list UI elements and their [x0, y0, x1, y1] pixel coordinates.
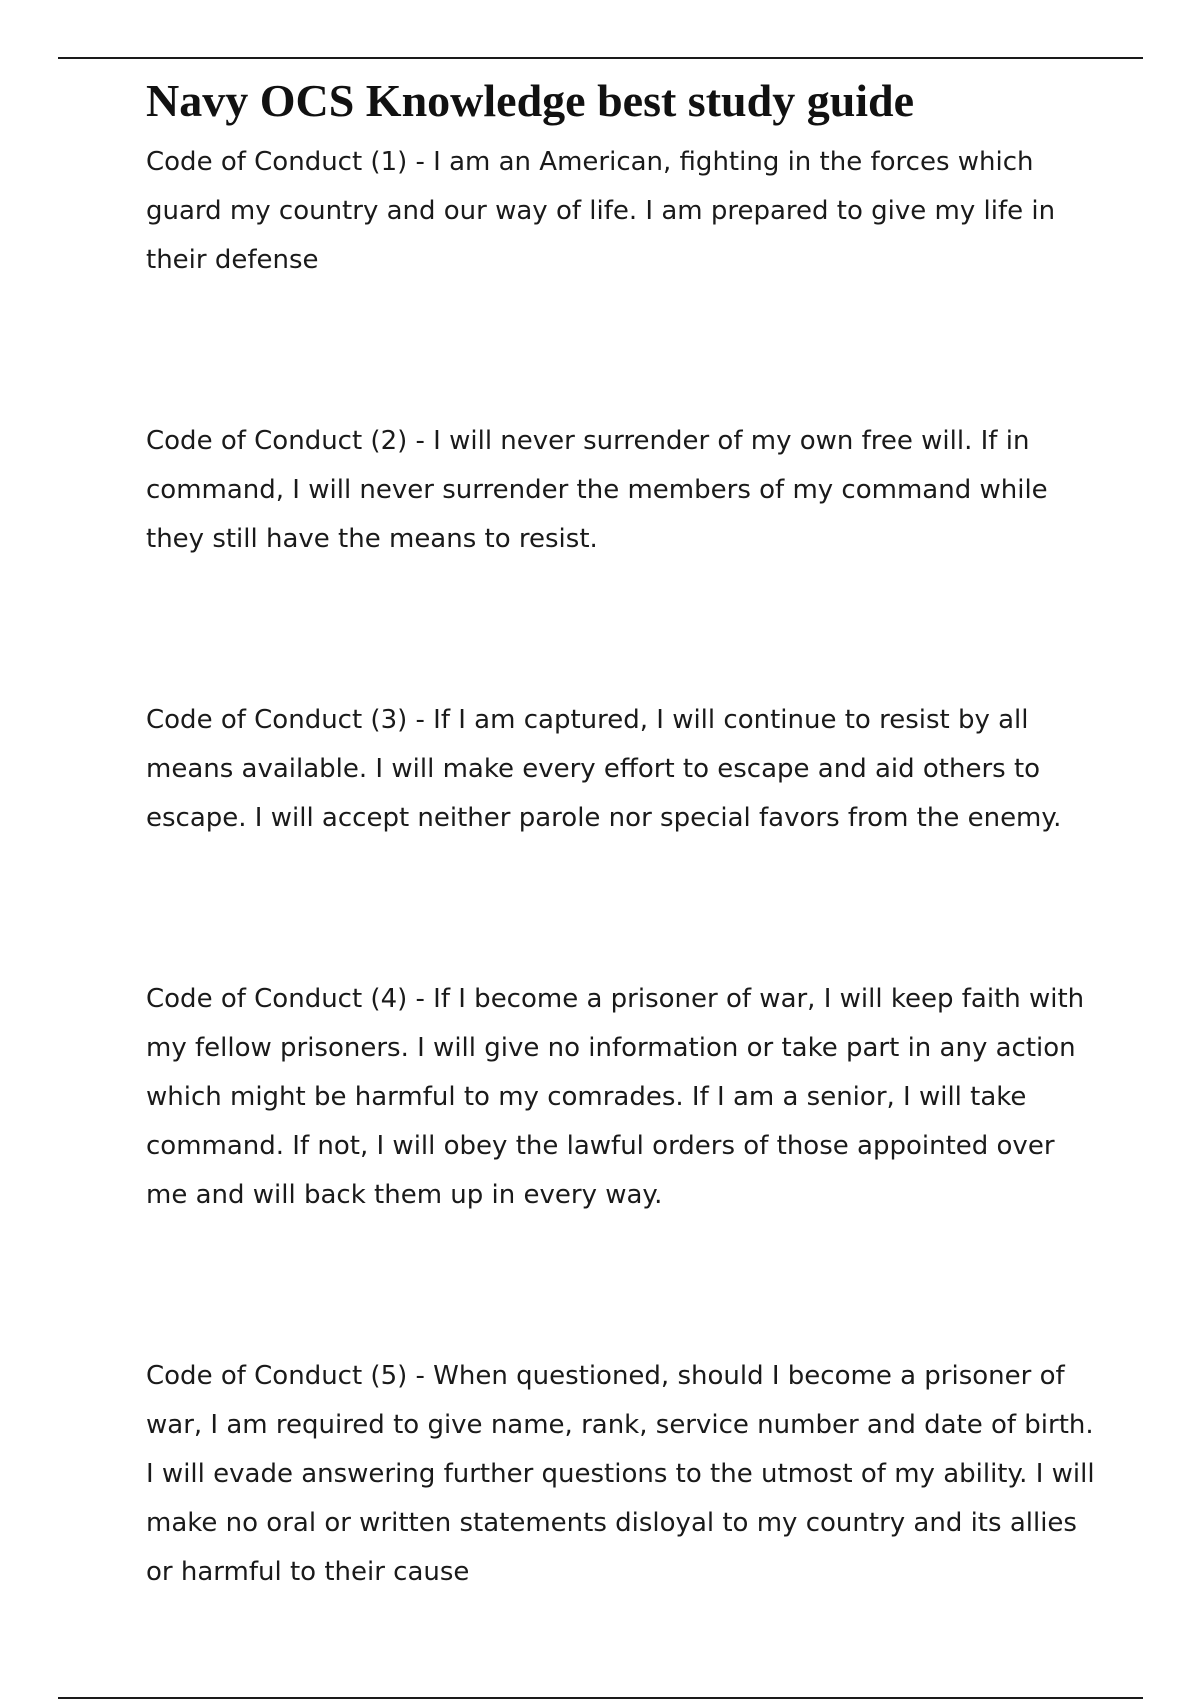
entry-list	[146, 138, 1096, 1597]
bottom-divider	[58, 1697, 1143, 1699]
code-of-conduct-entry-2: Code of Conduct (2) - I will never surrender of my own free will. If in command, I will never surrender the members of my command while they still have the means to resist.	[146, 426, 1048, 554]
code-of-conduct-entry-1: Code of Conduct (1) - I am an American, fighting in the forces which guard my country and our way of life. I am prepared to give my life in their defense	[146, 147, 1056, 275]
code-of-conduct-entry-5: Code of Conduct (5) - When questioned, should I become a prisoner of war, I am required to give name, rank, service number and date of birth. I will evade answering further questions to the utmost of my ability. I will make no oral or written statements disloyal to my country and its allies or harmful to their cause	[146, 1361, 1095, 1587]
document-body	[146, 70, 1096, 1597]
code-of-conduct-entry-3: Code of Conduct (3) - If I am captured, I will continue to resist by all means available. I will make every effort to escape and aid others to escape. I will accept neither parole nor special favors from the enemy.	[146, 705, 1062, 833]
page-title: Navy OCS Knowledge best study guide	[146, 75, 915, 126]
top-divider	[58, 57, 1143, 59]
code-of-conduct-entry-4: Code of Conduct (4) - If I become a prisoner of war, I will keep faith with my fellow prisoners. I will give no information or take part in any action which might be harmful to my comrades. If I am a senior, I will take command. If not, I will obey the lawful orders of those appointed over me and will back them up in every way.	[146, 984, 1085, 1210]
